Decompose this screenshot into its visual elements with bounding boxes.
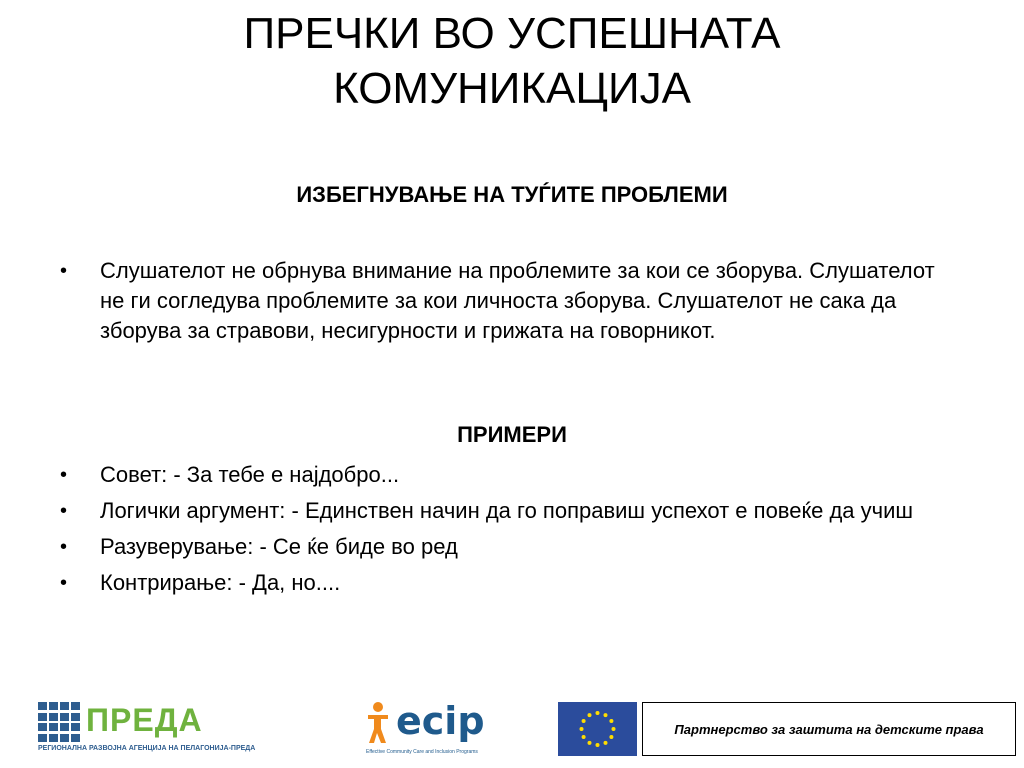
partnership-box: [642, 702, 1016, 756]
description-bullet: • Слушателот не обрнува внимание на проблемите за кои се зборува. Слушателот не ги согледува проблемите за кои личноста зборува. Слушателот не сака да зборува за стравови, несигурности и грижата на говорникот.: [56, 256, 956, 346]
preda-logo-text: ПРЕДА: [86, 702, 203, 738]
title-line-2: КОМУНИКАЦИЈА: [333, 64, 691, 113]
examples-heading: ПРИМЕРИ: [457, 422, 567, 447]
preda-caption: РЕГИОНАЛНА РАЗВОЈНА АГЕНЦИЈА НА ПЕЛАГОНИЈА-ПРЕДА: [38, 745, 256, 752]
slide-subtitle: ИЗБЕГНУВАЊЕ НА ТУЃИТЕ ПРОБЛЕМИ: [296, 182, 728, 207]
preda-logo: [38, 702, 256, 758]
example-item-logical-argument: • Логички аргумент: - Единствен начин да го поправиш успехот е повеќе да учиш: [56, 496, 956, 526]
example-item-advice: • Совет: - За тебе е најдобро...: [56, 460, 956, 490]
description-list: [56, 256, 956, 346]
examples-list: [56, 460, 956, 604]
slide-title: [0, 6, 1024, 116]
eu-flag-icon: [558, 702, 637, 756]
ecip-logo: [366, 701, 492, 759]
example-item-reassurance: • Разуверување: - Се ќе биде во ред: [56, 532, 956, 562]
ecip-logo-text: ecip: [396, 699, 485, 743]
title-line-1: ПРЕЧКИ ВО УСПЕШНАТА: [243, 9, 781, 58]
example-item-contradiction: • Контрирање: - Да, но....: [56, 568, 956, 598]
partnership-text: Партнерство за заштита на детските права: [674, 721, 984, 737]
ecip-caption: Effective Community Care and Inclusion Programs: [366, 749, 478, 755]
preda-grid-icon: [38, 702, 82, 742]
ecip-person-icon: [366, 701, 394, 745]
